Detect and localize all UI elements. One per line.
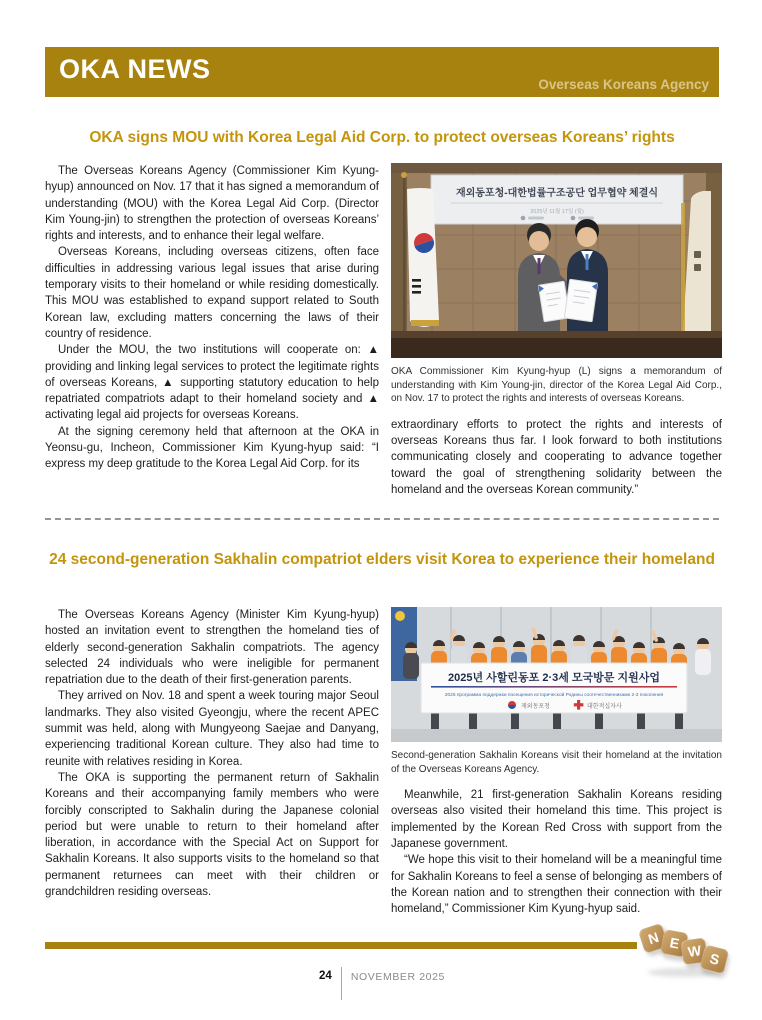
ceremony-banner <box>431 175 683 224</box>
footer-pageline <box>45 967 719 1000</box>
masthead-title: OKA NEWS <box>59 54 211 84</box>
news-block-s: S <box>699 944 729 974</box>
footer-divider <box>341 967 342 1000</box>
ceremony-banner-date: 2025년 11월 17일 (월) <box>530 209 584 215</box>
article1-continuation: extraordinary efforts to protect the rights and interests of overseas Koreans thus far. I look forward to both institutions communicating closely and cooperating to advance together toward the goal of strengthening solidarity between the homeland and the overseas Korean community.” <box>391 418 722 496</box>
article2-paragraph: The OKA is supporting the permanent return of Sakhalin Koreans and their accompanying family members who were forcibly conscripted to Sakhalin during the Japanese colonial period but were unable to return to their homeland after liberation, in accordance with the Special Act on Support for Sakhalin Koreans. It also supports visits to the homeland so that permanent returnees can meet with their children or grandchildren residing overseas. <box>45 771 379 899</box>
article1-paragraph: At the signing ceremony held that afternoon at the OKA in Yeonsu-gu, Incheon, Commissioner Kim Kyung-hyup said: “I express my deep gratitude to the Korea Legal Aid Corp. for its <box>45 425 379 471</box>
article1-right-column <box>391 163 722 498</box>
article2-paragraph: Meanwhile, 21 first-generation Sakhalin Koreans residing overseas also visited their homeland this time. This project is implemented by the Korean Red Cross with support from the Japanese government. <box>391 789 722 851</box>
page-number: 24 <box>319 970 332 982</box>
masthead-bar <box>45 47 719 97</box>
article2-title: 24 second-generation Sakhalin compatriot elders visit Korea to experience their homeland <box>49 551 715 568</box>
article1-left-column <box>45 163 379 473</box>
news-block-w: W <box>680 937 708 965</box>
event-banner-subtitle: 2025 программа поддержки посещения исторической Родины соотечественниками 2-3 поколения <box>444 693 664 698</box>
article2-paragraph: The Overseas Koreans Agency (Minister Kim Kyung-hyup) hosted an invitation event to strengthen the homeland ties of elderly second-generation Sakhalin compatriots. The agency selected 24 individuals who were ineligible for permanent repatriation due to the death of their first-generation parents. <box>45 609 379 687</box>
article1-title: OKA signs MOU with Korea Legal Aid Corp. to protect overseas Koreans’ rights <box>89 129 675 146</box>
event-banner <box>421 663 687 713</box>
article1-paragraph: Under the MOU, the two institutions will cooperate on: ▲ providing and linking legal services to protect the legitimate rights of overseas Koreans, ▲ supporting statutory education to help repatriated compatriots adapt to their homeland society and ▲ activating legal aid projects for overseas Koreans. <box>45 344 379 422</box>
masthead-subtitle: Overseas Koreans Agency <box>538 77 709 92</box>
article2-photo-caption: Second-generation Sakhalin Koreans visit their homeland at the invitation of the Overseas Koreans Agency. <box>391 750 722 775</box>
footer-rule <box>45 942 637 949</box>
sakhalin-group-photo <box>391 607 722 742</box>
ceremony-banner-title: 재외동포청-대한법률구조공단 업무협약 체결식 <box>455 188 659 199</box>
article1-paragraph: Overseas Koreans, including overseas citizens, often face difficulties in addressing various legal issues that arise during temporary visits to their homeland or while residing domestically. This MOU was established to expand support related to South Korean law, excluding matters concerning the laws of their country of residence. <box>45 246 379 340</box>
red-cross-logo-label: 대한적십자사 <box>587 704 622 710</box>
news-block-e: E <box>660 929 689 958</box>
mou-signing-photo <box>391 163 722 358</box>
event-banner-title: 2025년 사할린동포 2·3세 모국방문 지원사업 <box>448 672 660 684</box>
oka-logo-label: 재외동포청 <box>521 704 550 710</box>
article2-paragraph: “We hope this visit to their homeland will be a meaningful time for Sakhalin Koreans to feel a sense of belonging as members of the Korean nation and to strengthen their connection with their homeland,” Commissioner Kim Kyung-hyup said. <box>391 854 722 916</box>
article2-paragraph: They arrived on Nov. 18 and spent a week touring major Seoul landmarks. They also visited Gyeongju, where the recent APEC summit was held, along with Mungyeong Saejae and Danyang, experiencing traditional Korean culture. They also had time to reunite with relatives residing in Korea. <box>45 690 379 768</box>
section-divider <box>45 518 719 520</box>
article1-photo-caption: OKA Commissioner Kim Kyung-hyup (L) signs a memorandum of understanding with Kim Young-jin, director of the Korea Legal Aid Corp., on Nov. 17 to protect the rights and interests of overseas Koreans. <box>391 366 722 405</box>
issue-label: NOVEMBER 2025 <box>350 971 445 983</box>
article1-paragraph: The Overseas Koreans Agency (Commissioner Kim Kyung-hyup) announced on Nov. 17 that it has signed a memorandum of understanding (MOU) with the Korea Legal Aid Corp. (Director Kim Young-jin) to strengthen the protection of overseas Koreans’ rights and interests, and to enhance their legal welfare. <box>45 165 379 243</box>
article2-left-column <box>45 607 379 900</box>
news-block-n: N <box>638 923 670 955</box>
article2-right-column <box>391 607 722 918</box>
